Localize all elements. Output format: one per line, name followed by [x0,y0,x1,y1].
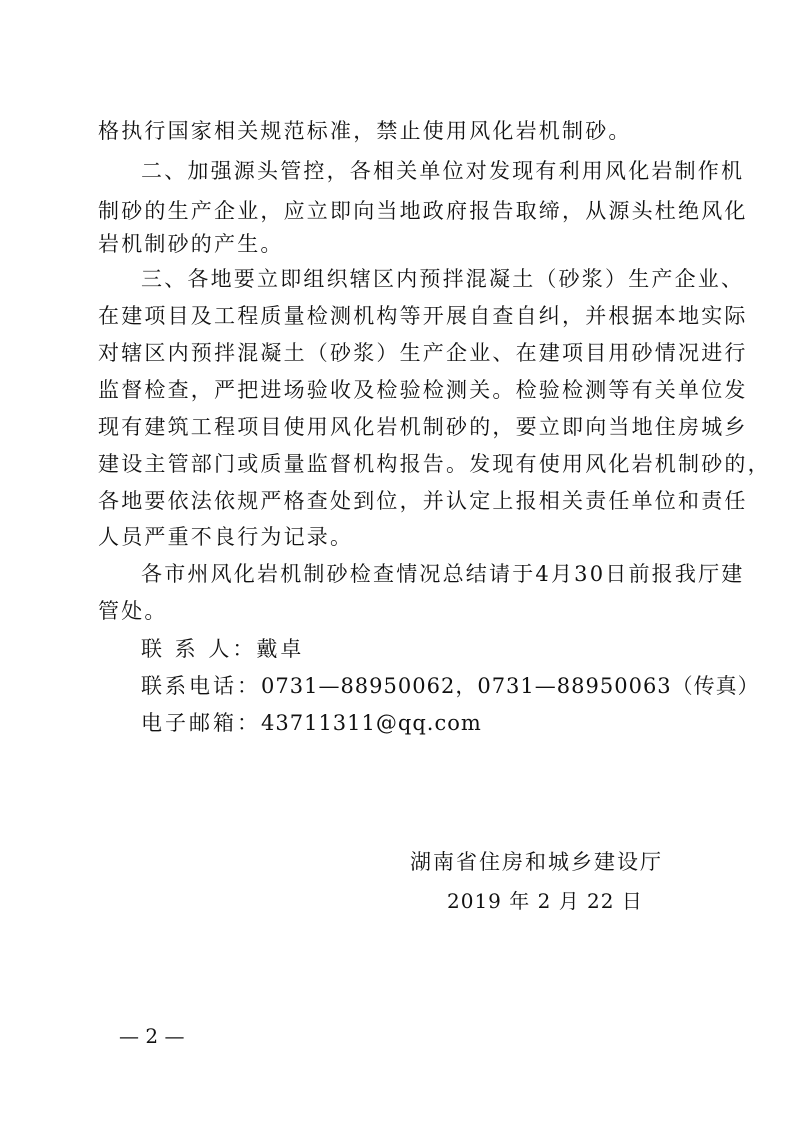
contact-email-value: 43711311@qq.com [261,711,482,735]
contact-person [141,636,304,662]
body-line: 三、各地要立即组织辖区内预拌混凝土（砂浆）生产企业、 [141,267,745,291]
body-line: 各市州风化岩机制砂检查情况总结请于4月30日前报我厅建 [141,562,745,586]
body-line: 岩机制砂的产生。 [98,232,284,256]
body-line: 管处。 [98,599,168,623]
page-number: — 2 — [119,1024,185,1048]
body-line: 在建项目及工程质量检测机构等开展自查自纠，并根据本地实际 [98,304,748,328]
contact-phone-value: 0731—88950062，0731—88950063（传真） [261,674,760,698]
body-line: 对辖区内预拌混凝土（砂浆）生产企业、在建项目用砂情况进行 [98,341,748,365]
contact-phone [141,673,760,699]
body-line: 建设主管部门或质量监督机构报告。发现有使用风化岩机制砂的， [98,452,771,476]
contact-email [141,710,482,736]
signature-date: 2019 年 2 月 22 日 [447,889,643,913]
contact-email-label: 电子邮箱： [141,711,261,735]
body-line: 各地要依法依规严格查处到位，并认定上报相关责任单位和责任 [98,489,748,513]
contact-person-label: 联 系 人： [141,637,257,661]
body-line: 制砂的生产企业，应立即向当地政府报告取缔，从源头杜绝风化 [98,199,748,223]
body-line: 人员严重不良行为记录。 [98,525,354,549]
body-line: 现有建筑工程项目使用风化岩机制砂的，要立即向当地住房城乡 [98,415,748,439]
body-line: 格执行国家相关规范标准，禁止使用风化岩机制砂。 [98,119,632,143]
body-line: 二、加强源头管控，各相关单位对发现有利用风化岩制作机 [141,159,745,183]
signature-organization: 湖南省住房和城乡建设厅 [410,850,663,874]
contact-phone-label: 联系电话： [141,674,261,698]
contact-person-value: 戴卓 [256,637,305,661]
body-line: 监督检查，严把进场验收及检验检测关。检验检测等有关单位发 [98,378,748,402]
